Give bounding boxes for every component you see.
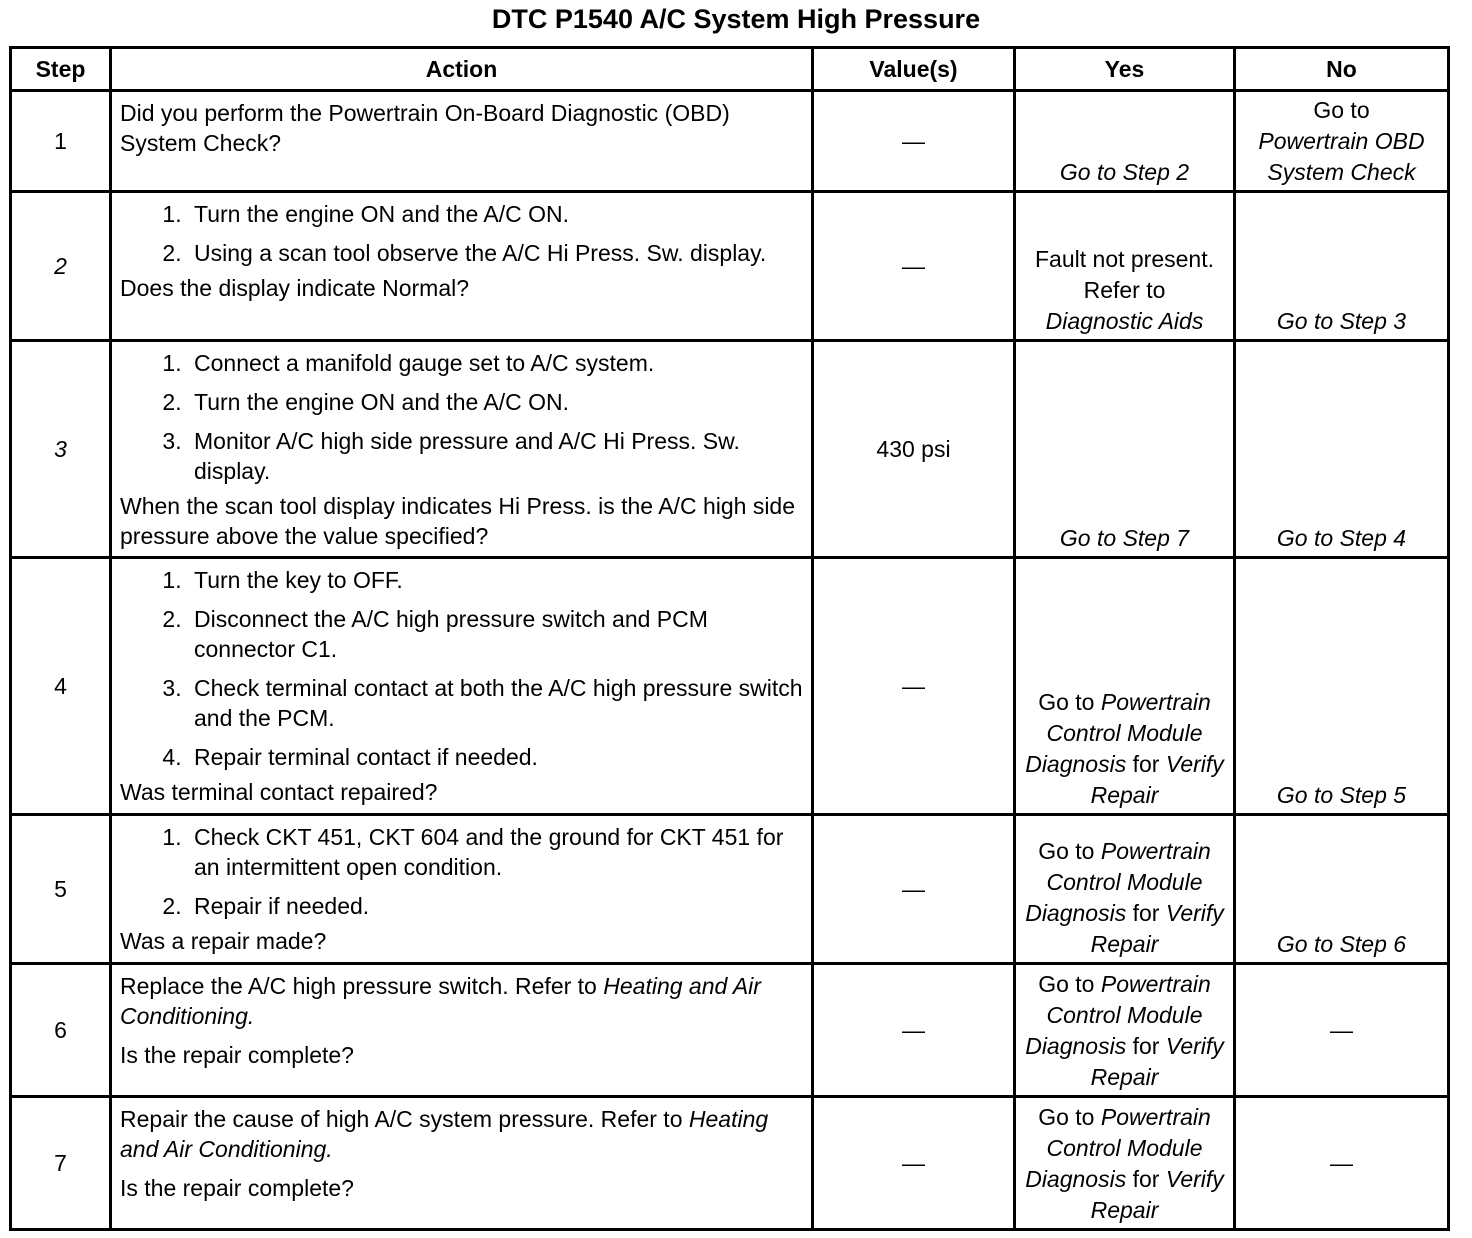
no-reference: Powertrain OBD System Check xyxy=(1258,128,1425,185)
page-title: DTC P1540 A/C System High Pressure xyxy=(491,4,981,34)
value-cell: — xyxy=(813,558,1015,815)
step-number: 1 xyxy=(11,91,111,192)
value-cell: — xyxy=(813,964,1015,1097)
table-row xyxy=(11,558,1449,815)
header-no: No xyxy=(1235,48,1449,91)
yes-reference: Powertrain Control Module Diagnosis xyxy=(1025,971,1211,1059)
action-text: Did you perform the Powertrain On-Board Diagnostic (OBD) System Check? xyxy=(120,100,730,156)
value-cell: — xyxy=(813,815,1015,964)
yes-for: for xyxy=(1132,751,1160,777)
yes-goto: Go to xyxy=(1038,971,1095,997)
action-list xyxy=(120,348,805,486)
yes-for: for xyxy=(1132,1166,1160,1192)
step-number: 3 xyxy=(11,341,111,558)
list-item: 2. Repair if needed. xyxy=(188,891,805,921)
yes-reference: Diagnostic Aids xyxy=(1045,308,1204,334)
no-cell: Go to Step 6 xyxy=(1235,815,1449,964)
action-question: When the scan tool display indicates Hi Press. is the A/C high side pressure above the value specified? xyxy=(120,493,796,549)
table-row xyxy=(11,91,1449,192)
table-row xyxy=(11,192,1449,341)
list-item: 1. Connect a manifold gauge set to A/C system. xyxy=(188,348,805,378)
no-cell: — xyxy=(1235,964,1449,1097)
action-text xyxy=(120,1104,805,1164)
yes-cell xyxy=(1015,1097,1235,1230)
yes-cell xyxy=(1015,815,1235,964)
header-step: Step xyxy=(11,48,111,91)
value-cell: — xyxy=(813,1097,1015,1230)
list-item: 1. Turn the key to OFF. xyxy=(188,565,805,595)
table-row xyxy=(11,341,1449,558)
yes-cell xyxy=(1015,964,1235,1097)
action-question: Was terminal contact repaired? xyxy=(120,779,438,805)
action-cell xyxy=(111,1097,813,1230)
yes-reference-2: Verify Repair xyxy=(1090,1033,1224,1090)
yes-cell: Go to Step 2 xyxy=(1015,91,1235,192)
action-reference: Heating and Air Conditioning. xyxy=(120,1106,769,1162)
list-item: 2. Using a scan tool observe the A/C Hi Press. Sw. display. xyxy=(188,238,805,268)
header-values: Value(s) xyxy=(813,48,1015,91)
list-item: 4. Repair terminal contact if needed. xyxy=(188,742,805,772)
no-cell: Go to Step 4 xyxy=(1235,341,1449,558)
yes-cell: Go to Step 7 xyxy=(1015,341,1235,558)
value-cell: — xyxy=(813,91,1015,192)
yes-reference-2: Verify Repair xyxy=(1090,751,1224,808)
list-item: 2. Disconnect the A/C high pressure switch and PCM connector C1. xyxy=(188,604,805,664)
step-number: 5 xyxy=(11,815,111,964)
yes-reference-2: Verify Repair xyxy=(1090,900,1224,957)
list-item: 1. Turn the engine ON and the A/C ON. xyxy=(188,199,805,229)
list-item: 1. Check CKT 451, CKT 604 and the ground for CKT 451 for an intermittent open condition. xyxy=(188,822,805,882)
action-cell xyxy=(111,558,813,815)
no-cell xyxy=(1235,91,1449,192)
table-row xyxy=(11,964,1449,1097)
yes-for: for xyxy=(1132,1033,1160,1059)
step-number: 6 xyxy=(11,964,111,1097)
action-question: Was a repair made? xyxy=(120,928,327,954)
no-goto: Go to xyxy=(1313,97,1370,123)
value-cell: 430 psi xyxy=(813,341,1015,558)
step-number: 2 xyxy=(11,192,111,341)
yes-status: Fault not present. xyxy=(1035,246,1214,272)
value-cell: — xyxy=(813,192,1015,341)
action-text-main: Repair the cause of high A/C system pressure. Refer to xyxy=(120,1106,683,1132)
yes-cell xyxy=(1015,192,1235,341)
action-cell xyxy=(111,192,813,341)
yes-reference-2: Verify Repair xyxy=(1090,1166,1224,1223)
list-item: 3. Monitor A/C high side pressure and A/C Hi Press. Sw. display. xyxy=(188,426,805,486)
yes-refer: Refer to xyxy=(1083,277,1166,303)
step-number: 7 xyxy=(11,1097,111,1230)
action-question: Is the repair complete? xyxy=(120,1175,354,1201)
header-action: Action xyxy=(111,48,813,91)
action-list xyxy=(120,822,805,921)
no-cell: — xyxy=(1235,1097,1449,1230)
no-cell: Go to Step 3 xyxy=(1235,192,1449,341)
action-list xyxy=(120,199,805,268)
action-cell xyxy=(111,91,813,192)
yes-reference: Powertrain Control Module Diagnosis xyxy=(1025,838,1211,926)
action-question: Is the repair complete? xyxy=(120,1042,354,1068)
action-cell xyxy=(111,964,813,1097)
yes-goto: Go to xyxy=(1038,689,1095,715)
action-cell xyxy=(111,341,813,558)
table-row xyxy=(11,815,1449,964)
action-list xyxy=(120,565,805,772)
header-yes: Yes xyxy=(1015,48,1235,91)
action-cell xyxy=(111,815,813,964)
no-cell: Go to Step 5 xyxy=(1235,558,1449,815)
yes-for: for xyxy=(1132,900,1160,926)
header-row xyxy=(11,48,1449,91)
list-item: 2. Turn the engine ON and the A/C ON. xyxy=(188,387,805,417)
diagnostic-table xyxy=(9,46,1450,1231)
yes-goto: Go to xyxy=(1038,1104,1095,1130)
yes-cell xyxy=(1015,558,1235,815)
action-reference: Heating and Air Conditioning. xyxy=(120,973,761,1029)
yes-goto: Go to xyxy=(1038,838,1095,864)
yes-reference: Powertrain Control Module Diagnosis xyxy=(1025,1104,1211,1192)
step-number: 4 xyxy=(11,558,111,815)
action-text xyxy=(120,971,805,1031)
action-question: Does the display indicate Normal? xyxy=(120,275,470,301)
list-item: 3. Check terminal contact at both the A/C high pressure switch and the PCM. xyxy=(188,673,805,733)
table-row xyxy=(11,1097,1449,1230)
yes-reference: Powertrain Control Module Diagnosis xyxy=(1025,689,1211,777)
action-text-main: Replace the A/C high pressure switch. Refer to xyxy=(120,973,597,999)
